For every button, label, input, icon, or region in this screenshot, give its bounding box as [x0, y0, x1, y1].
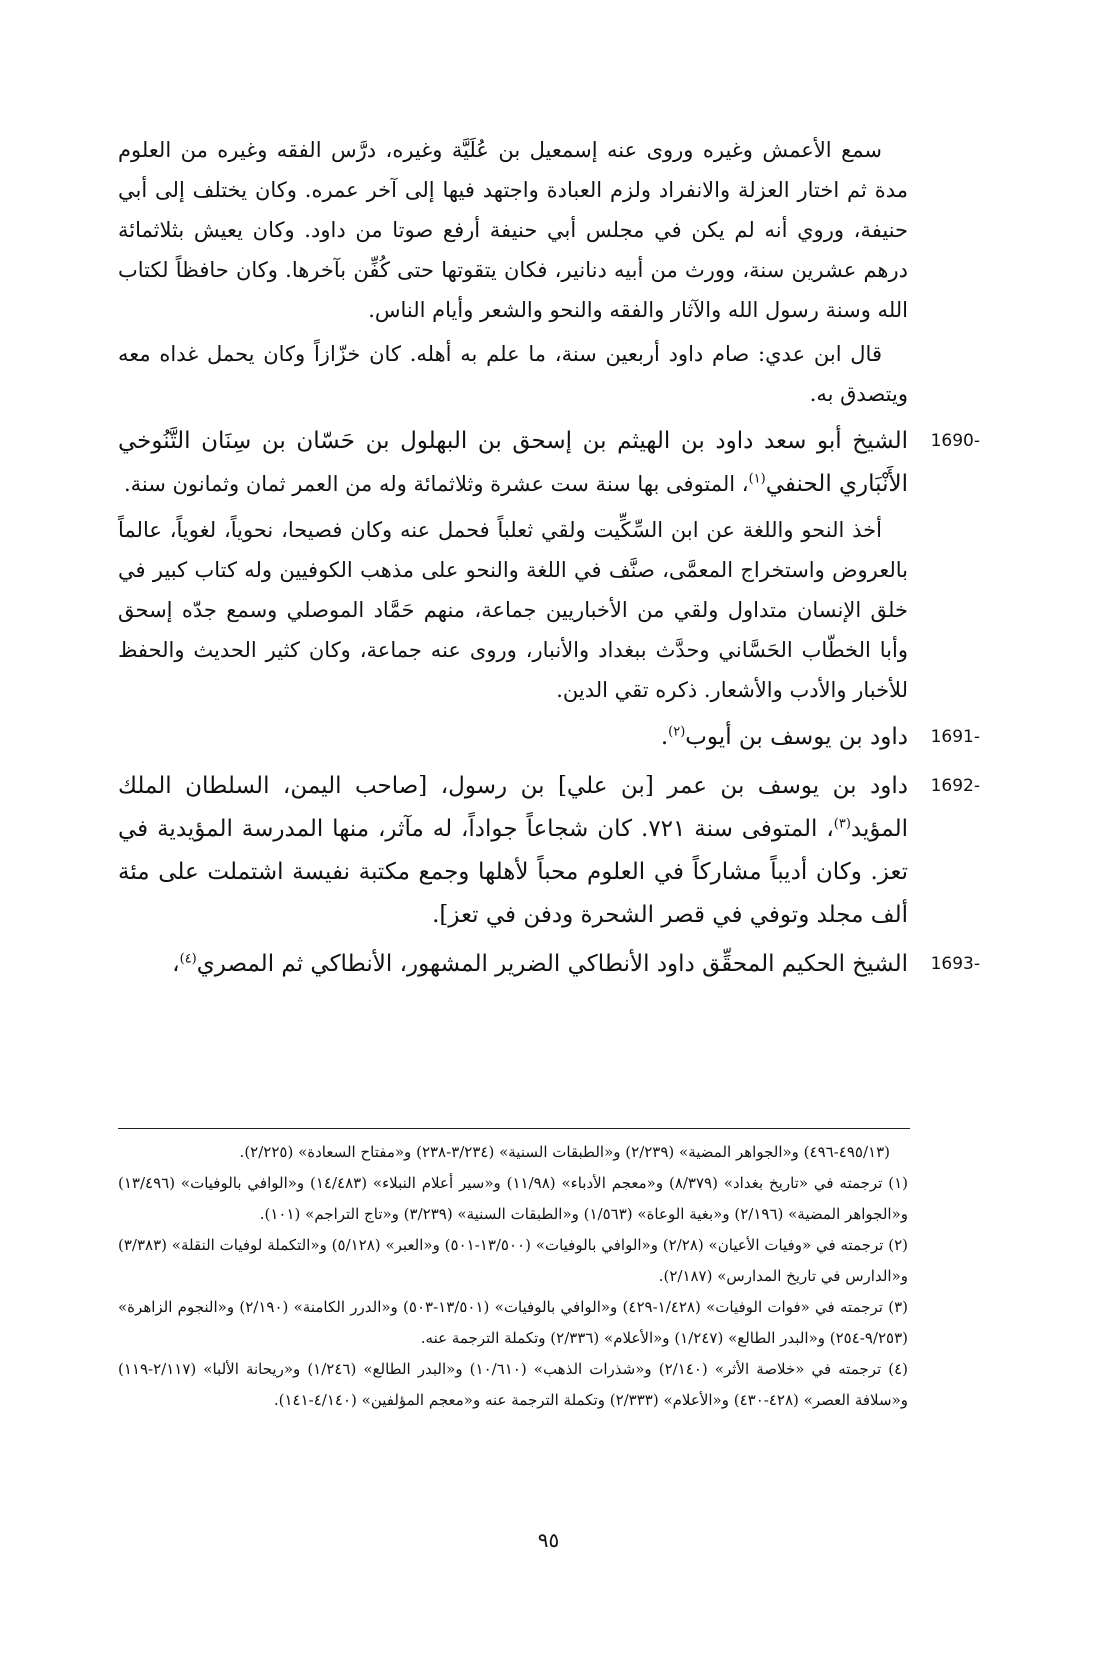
page-number: ٩٥	[537, 1528, 560, 1552]
entry-heading: داود بن يوسف بن أيوب	[685, 724, 908, 750]
entry-heading-rest: ، المتوفى سنة ٧٢١. كان شجاعاً جواداً، له مآثر، منها المدرسة المؤيدية في تعز. وكان أديباً مشاركاً في العلوم محباً لأهلها وجمع مكتبة نفيسة اشتملت على مئة ألف مجلد وتوفي في قصر الشحرة ودفن في تعز].	[118, 816, 908, 928]
entry-heading: داود بن يوسف بن عمر [بن علي] بن رسول، [صاحب اليمن، السلطان الملك المؤيد	[118, 773, 908, 842]
entry-1690	[118, 420, 980, 506]
entry-number: 1692-	[930, 776, 980, 796]
footnote-ref[interactable]: (٤)	[179, 951, 197, 967]
footnote-ref[interactable]: (٢)	[668, 724, 686, 740]
entry-1693	[118, 943, 980, 986]
entry-1690-body: أخذ النحو واللغة عن ابن السِّكِّيت ولقي ثعلباً فحمل عنه وكان فصيحا، نحوياً، لغوياً، عالماً بالعروض واستخراج المعمَّى، صنَّف في اللغة والنحو على مذهب الكوفيين وله كتاب كبير في خلق الإنسان متداول ولقي من الأخباريين جماعة، منهم حَمَّاد الموصلي وسمع جدّه إسحق وأبا الخطّاب الحَسَّاني وحدَّث ببغداد والأنبار، وروى عنه جماعة، وكان كثير الحديث والحفظ للأخبار والأدب والأشعار. ذكره تقي الدين.	[118, 518, 908, 702]
entry-heading: الشيخ أبو سعد داود بن الهيثم بن إسحق بن البهلول بن حَسّان بن سِنَان التَّنُوخي الأَنْبَاري الحنفي	[118, 428, 908, 497]
entry-number: 1690-	[930, 431, 980, 451]
entry-heading: الشيخ الحكيم المحقِّق داود الأنطاكي الضرير المشهور، الأنطاكي ثم المصري	[196, 951, 908, 977]
entry-heading-rest: ، المتوفى بها سنة ست عشرة وثلاثمائة وله من العمر ثمان وثمانون سنة.	[123, 472, 749, 496]
footnotes	[118, 1137, 908, 1416]
entry-1692	[118, 765, 980, 937]
paragraph-ibn-adi: قال ابن عدي: صام داود أربعين سنة، ما علم به أهله. كان خزّازاً وكان يحمل غداه معه ويتصدق به.	[118, 342, 908, 406]
entry-number: 1691-	[930, 727, 980, 747]
entry-heading-rest: ،	[172, 951, 180, 977]
entry-number: 1693-	[930, 954, 980, 974]
footnote-3: (٣) ترجمته في «فوات الوفيات» (١/٤٢٨-٤٢٩) و«الوافي بالوفيات» (١٣/٥٠١-٥٠٣) و«الدرر الكامنة» (٢/١٩٠) و«النجوم الزاهرة» (٩/٢٥٣-٢٥٤) و«البدر الطالع» (١/٢٤٧) و«الأعلام» (٢/٣٣٦) وتكملة الترجمة عنه.	[118, 1298, 909, 1347]
paragraph-intro: سمع الأعمش وغيره وروى عنه إسمعيل بن عُلَيَّة وغيره، درَّس الفقه وغيره من العلوم مدة ثم اختار العزلة والانفراد ولزم العبادة واجتهد فيها إلى آخر عمره. وكان يختلف إلى أبي حنيفة، وروي أنه لم يكن في مجلس أبي حنيفة أرفع صوتا من داود. وكان يعيش بثلاثمائة درهم عشرين سنة، وورث من أبيه دنانير، فكان يتقوتها حتى كُفِّن بآخرها. وكان حافظاً لكتاب الله وسنة رسول الله والآثار والفقه والنحو والشعر وأيام الناس.	[118, 138, 908, 322]
footnote-2: (٢) ترجمته في «وفيات الأعيان» (٢/٢٨) و«الوافي بالوفيات» (١٣/٥٠٠-٥٠١) و«العبر» (٥/١٢٨) و«التكملة لوفيات النقلة» (٣/٣٨٣) و«الدارس في تاريخ المدارس» (٢/١٨٧).	[118, 1236, 909, 1285]
entry-heading-rest: .	[660, 724, 669, 750]
footnote-ref[interactable]: (٣)	[833, 816, 851, 832]
footnote-divider	[118, 1128, 910, 1129]
entry-1691	[118, 716, 980, 759]
footnote-ref[interactable]: (١)	[748, 471, 766, 487]
main-text	[118, 130, 980, 990]
footnote-continuation: (٤٩٥/١٣-٤٩٦) و«الجواهر المضية» (٢/٢٣٩) و«الطبقات السنية» (٣/٢٣٤-٢٣٨) و«مفتاح السعادة» (٢/٢٢٥).	[239, 1143, 890, 1161]
footnote-4: (٤) ترجمته في «خلاصة الأثر» (٢/١٤٠) و«شذرات الذهب» (١٠/٦١٠) و«البدر الطالع» (١/٢٤٦) و«ريحانة الألبا» (٢/١١٧-١١٩) و«سلافة العصر» (٤٢٨-٤٣٠) و«الأعلام» (٢/٣٣٣) وتكملة الترجمة عنه و«معجم المؤلفين» (٤/١٤٠-١٤١).	[118, 1360, 908, 1409]
footnote-1: (١) ترجمته في «تاريخ بغداد» (٨/٣٧٩) و«معجم الأدباء» (١١/٩٨) و«سير أعلام النبلاء» (١٤/٤٨٣) و«الوافي بالوفيات» (١٣/٤٩٦) و«الجواهر المضية» (٢/١٩٦) و«بغية الوعاة» (١/٥٦٣) و«الطبقات السنية» (٣/٢٣٩) و«تاج التراجم» (١٠١).	[118, 1174, 908, 1223]
